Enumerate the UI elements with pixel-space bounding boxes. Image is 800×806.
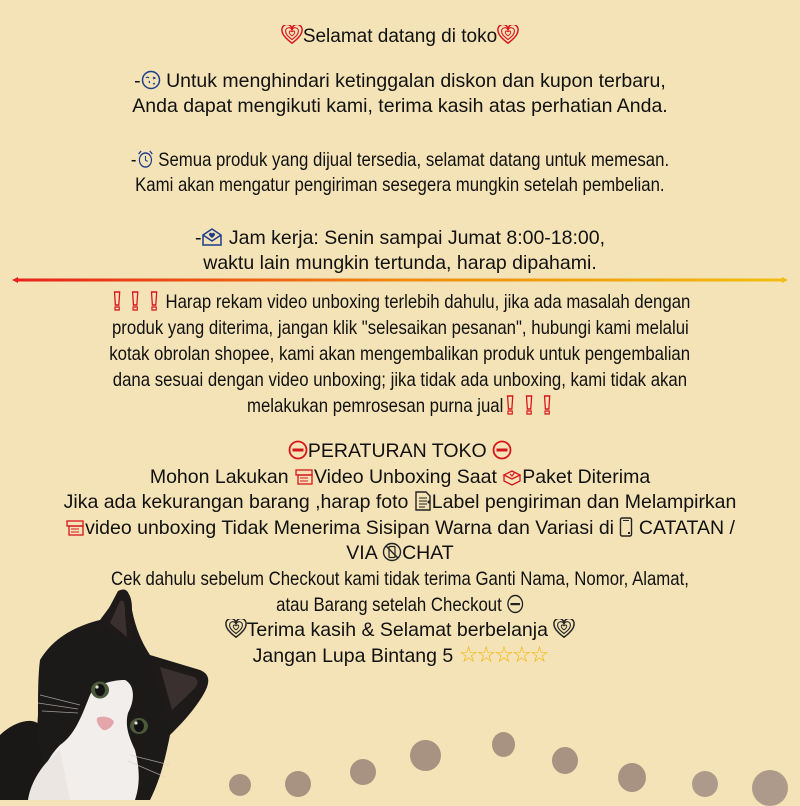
- no-entry-icon: [507, 594, 524, 614]
- rules-line-5: Cek dahulu sebelum Checkout kami tidak terima Ganti Nama, Nomor, Alamat,: [111, 568, 689, 590]
- decor-dot: [350, 759, 376, 785]
- heart-outline-icon: [281, 25, 303, 45]
- gradient-divider: [12, 277, 788, 283]
- exclamation-icon: [540, 395, 554, 415]
- hours-line-1: - Jam kerja: Senin sampai Jumat 8:00-18:00,: [194, 227, 606, 249]
- exclamation-icon: [110, 291, 124, 311]
- warning-line-4: dana sesuai dengan video unboxing; jika tidak ada unboxing, kami tidak akan: [112, 369, 688, 391]
- decor-dot: [285, 771, 311, 797]
- dash: -: [130, 149, 137, 171]
- thanks-line: Terima kasih & Selamat berbelanja: [0, 619, 800, 642]
- heart-outline-icon: [225, 619, 247, 639]
- exclamation-icon: [503, 395, 517, 415]
- no-phone-icon: [382, 542, 402, 562]
- no-entry-icon: [288, 440, 308, 460]
- warning-line-3: kotak obrolan shopee, kami akan mengembalikan produk untuk pengembalian: [109, 343, 691, 365]
- tuxedo-cat-image: [0, 585, 215, 800]
- rules-line-6: atau Barang setelah Checkout: [0, 594, 800, 617]
- rules-line-2: Jika ada kekurangan barang ,harap foto Label pengiriman dan Melampirkan: [63, 491, 737, 513]
- rules-line-3: video unboxing Tidak Menerima Sisipan Warna dan Variasi di CATATAN /: [0, 517, 800, 540]
- heart-outline-icon: [497, 25, 519, 45]
- follow-line-1: - Untuk menghindari ketinggalan diskon dan kupon terbaru,: [134, 70, 666, 92]
- rules-title: PERATURAN TOKO: [0, 440, 800, 463]
- exclamation-icon: [128, 291, 142, 311]
- document-label-icon: [414, 491, 432, 511]
- five-star-rating-icon: ☆☆☆☆☆: [458, 643, 548, 668]
- exclamation-icon: [521, 395, 535, 415]
- dash: -: [134, 70, 141, 92]
- decor-dot: [692, 771, 718, 797]
- mobile-phone-icon: [619, 517, 633, 537]
- rules-line-1: Mohon Lakukan Video Unboxing Saat Paket Diterima: [149, 466, 651, 488]
- decor-dot: [410, 740, 441, 771]
- decor-dot: [229, 774, 251, 796]
- rules-line-4: VIA CHAT: [346, 542, 454, 564]
- rating-line: Jangan Lupa Bintang 5 ☆☆☆☆☆: [252, 643, 548, 668]
- film-projector-icon: [65, 519, 85, 537]
- decor-dot: [492, 732, 515, 757]
- warning-line-2: produk yang diterima, jangan klik "selesaikan pesanan", hubungi kami melalui: [111, 317, 689, 339]
- package-box-icon: [502, 468, 522, 486]
- heart-outline-icon: [553, 619, 575, 639]
- decor-dot: [618, 763, 646, 792]
- decor-dot: [752, 770, 788, 806]
- exclamation-icon: [147, 291, 161, 311]
- warning-line-5: melakukan pemrosesan purna jual: [0, 395, 800, 418]
- follow-line-2: Anda dapat mengikuti kami, terima kasih atas perhatian Anda.: [132, 95, 668, 117]
- warning-line-1: Harap rekam video unboxing terlebih dahulu, jika ada masalah dengan: [0, 291, 800, 314]
- no-entry-icon: [492, 440, 512, 460]
- kiss-face-icon: [141, 70, 161, 90]
- dash: -: [194, 227, 202, 249]
- stock-line-1: - Semua produk yang dijual tersedia, selamat datang untuk memesan.: [130, 149, 670, 171]
- alarm-clock-icon: [136, 149, 153, 169]
- love-letter-icon: [201, 227, 223, 247]
- stock-line-2: Kami akan mengatur pengiriman sesegera mungkin setelah pembelian.: [135, 174, 665, 196]
- hours-line-2: waktu lain mungkin tertunda, harap dipahami.: [203, 252, 597, 274]
- decor-dot: [552, 747, 578, 774]
- greeting-text: Selamat datang di toko: [302, 26, 498, 47]
- film-projector-icon: [294, 468, 314, 486]
- greeting-line: [0, 25, 800, 48]
